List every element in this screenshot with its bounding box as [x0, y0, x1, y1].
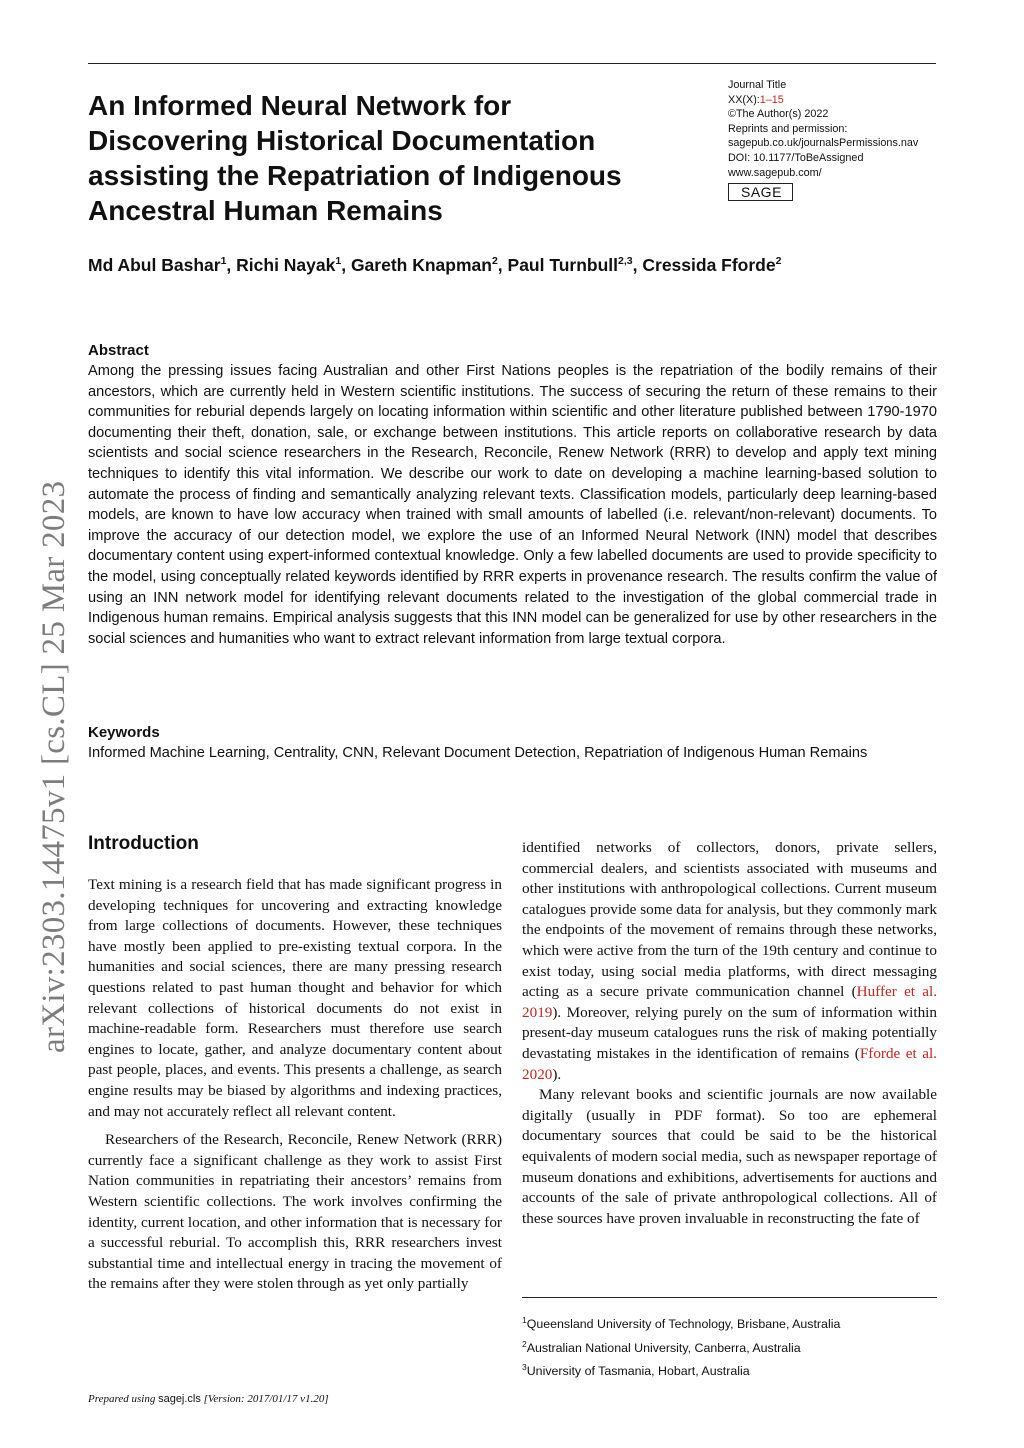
top-rule — [88, 63, 936, 64]
author-affiliation: 1 — [335, 255, 342, 268]
journal-info — [728, 78, 943, 202]
footnote-marker: 1 — [522, 1315, 527, 1325]
footnote — [522, 1311, 937, 1335]
title-line: An Informed Neural Network for — [88, 90, 512, 121]
author-name: Gareth Knapman — [350, 255, 492, 275]
title-line: Ancestral Human Remains — [88, 195, 443, 226]
author-name: Richi Nayak — [236, 255, 336, 275]
footer-cls: sagej.cls — [158, 1393, 201, 1405]
author-name: Md Abul Bashar — [88, 255, 221, 275]
body-paragraph: Many relevant books and scientific journals are now available digitally (usually in PDF format). So too are ephemeral documentary sources that could be said to be the historical equivalents of modern social media, such as newspaper reportage of museum donations and exhibitions, advertisements for auctions and accounts of the sale of private anthropological collections. All of these sources have proven invaluable in reconstructing the fate of — [522, 1086, 937, 1227]
abstract-heading: Abstract — [88, 342, 149, 359]
paper-title — [88, 88, 688, 228]
author-affiliation: 2,3 — [618, 255, 633, 268]
body-paragraph: Text mining is a research field that has made significant progress in developing techniques for uncovering and extracting knowledge from large collections of documents. However, these techniques have mostly been applied to pre-existing textual corpora. In the humanities and social sciences, there are many pressing research questions related to past human thought and behavior for which relevant collections of historical documents do not exist in machine-readable form. Researchers must therefore use search engines to locate, gather, and analyze documentary content about past people, places, and events. This presents a challenge, as search engine results may be biased by algorithms and indexing practices, and may not accurately reflect all relevant content. — [88, 876, 502, 1120]
paragraph-text: identified networks of collectors, donors, private sellers, commercial dealers, and scientists associated with museums and other institutions with anthropological collections. Current museum catalogues provide some data for analysis, but they commonly mark the endpoints of the movement of remains through these networks, which were active from the turn of the 19th century and continue to exist today, using social media platforms, with direct messaging acting as a secure private communication channel ( — [522, 839, 937, 1001]
citation-link[interactable]: Huffer et al. 2019 — [522, 983, 937, 1021]
paragraph-text: ). Moreover, relying purely on the sum of information within present-day museum catalogues runs the risk of making potentially devastating mistakes in the identification of remains ( — [522, 1003, 937, 1062]
abstract-text: Among the pressing issues facing Australian and other First Nations peoples is the repatriation of the bodily remains of their ancestors, which are currently held in Western scientific institutions. The success of securing the return of these remains to their communities for reburial depends largely on locating information within scientific and other literature published between 1790-1970 documenting their theft, donation, sale, or exchange between institutions. This article reports on collaborative research by data scientists and social science researchers in the Research, Reconcile, Renew Network (RRR) to develop and apply text mining techniques to identify this vital information. We describe our work to date on developing a machine learning-based solution to automate the process of finding and semantically analyzing relevant texts. Classification models, particularly deep learning-based models, are known to have low accuracy when trained with small amounts of labelled (i.e. relevant/non-relevant) documents. To improve the accuracy of our detection model, we explore the use of an Informed Neural Network (INN) model that describes documentary content using expert-informed contextual knowledge. Only a few labelled documents are used to provide specificity to the model, using conceptually related keywords identified by RRR experts in provenance research. The results confirm the value of using an INN network model for identifying relevant documents related to the investigation of the global commercial trade in Indigenous human remains. Empirical analysis suggests that this INN model can be generalized for use by other researchers in the social sciences and humanities who want to extract relevant information from large textual corpora. — [88, 363, 937, 647]
journal-name: Journal Title — [728, 79, 787, 91]
doi: DOI: 10.1177/ToBeAssigned — [728, 151, 864, 164]
author-name: Cressida Fforde — [642, 255, 776, 275]
footer-prefix: Prepared using — [88, 1393, 159, 1405]
title-line: assisting the Repatriation of Indigenous — [88, 160, 622, 191]
volume-prefix: XX(X): — [728, 93, 760, 106]
right-column — [522, 838, 937, 1229]
body-paragraph — [522, 838, 937, 1085]
footnote-marker: 2 — [522, 1338, 527, 1349]
abstract-section — [88, 341, 937, 649]
page-range-link[interactable]: 1–15 — [759, 93, 784, 106]
keywords-text: Informed Machine Learning, Centrality, CNN, Relevant Document Detection, Repatriation of Indigenous Human Remains — [88, 745, 868, 761]
footnote-text: Australian National University, Canberra, Australia — [526, 1340, 801, 1355]
footnote — [522, 1335, 937, 1359]
footnote-text: University of Tasmania, Hobart, Australia — [526, 1364, 750, 1379]
footnote-text: Queensland University of Technology, Brisbane, Australia — [526, 1317, 841, 1332]
author-name: Paul Turnbull — [507, 255, 619, 275]
footnote-rule — [522, 1297, 937, 1298]
copyright: ©The Author(s) 2022 — [728, 108, 829, 121]
paragraph-text: ). — [552, 1065, 562, 1083]
footnote-marker: 3 — [522, 1362, 527, 1373]
left-column — [88, 831, 502, 1295]
body-paragraph: Researchers of the Research, Reconcile, Renew Network (RRR) currently face a significant challenge as they work to assist First Nation communities in repatriating their ancestors’ remains from Western scientific collections. The work involves confirming the identity, current location, and other information that is necessary for a successful reburial. To accomplish this, RRR researchers invest substantial time and intellectual energy in tracing the movement of the remains after they were stolen through as yet only partially — [88, 1131, 502, 1293]
publisher-website: www.sagepub.com/ — [728, 166, 822, 179]
author-affiliation: 1 — [220, 255, 227, 268]
introduction-heading: Introduction — [88, 833, 199, 854]
footer-version: [Version: 2017/01/17 v1.20] — [200, 1393, 329, 1405]
citation-link[interactable]: Fforde et al. 2020 — [522, 1044, 937, 1083]
arxiv-stamp: arXiv:2303.14475v1 [cs.CL] 25 Mar 2023 — [36, 480, 72, 1053]
affiliation-footnotes — [522, 1311, 937, 1382]
footnote — [522, 1358, 937, 1382]
author-affiliation: 2 — [491, 255, 498, 268]
reprints-url: sagepub.co.uk/journalsPermissions.nav — [728, 137, 919, 150]
keywords-section — [88, 723, 937, 764]
title-line: Discovering Historical Documentation — [88, 125, 596, 156]
page-footer — [88, 1392, 329, 1406]
keywords-heading: Keywords — [88, 724, 160, 741]
author-list: Md Abul Bashar$^1$, Richi Nayak$^1$, Gareth Knapman$^2$, Paul Turnbull$^{2,3}$, Cressida Fforde$^2$ — [88, 255, 782, 275]
reprints-label: Reprints and permission: — [728, 122, 848, 135]
journal-volume — [728, 93, 943, 108]
sage-logo: SAGE — [728, 183, 793, 201]
author-affiliation: 2 — [775, 255, 782, 268]
